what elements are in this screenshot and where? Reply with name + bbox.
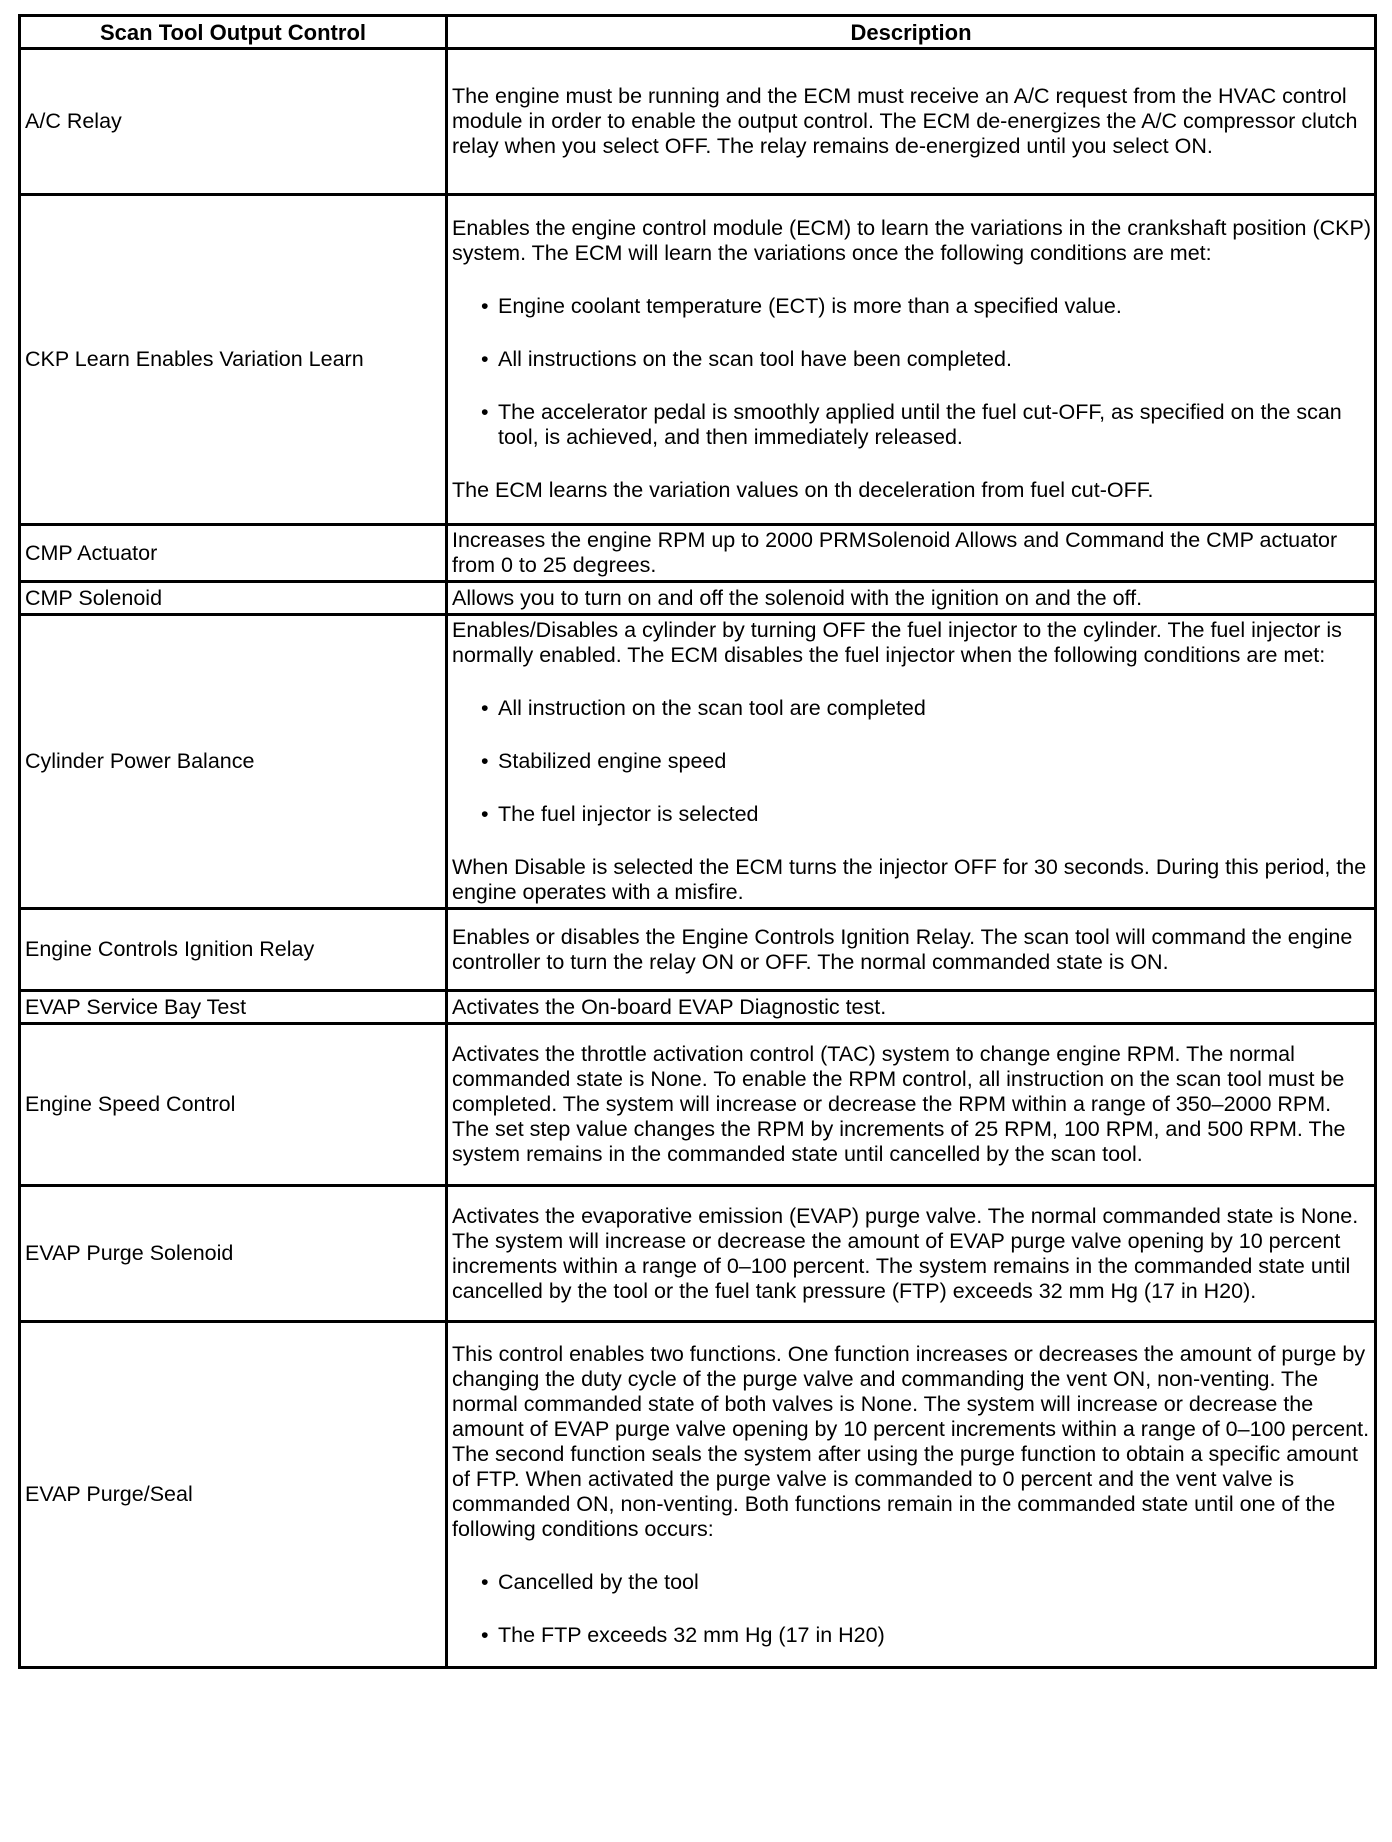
control-name: Engine Controls Ignition Relay — [20, 909, 447, 991]
description-paragraph: The engine must be running and the ECM must receive an A/C request from the HVAC control module in order to enable the output control. The ECM de-energizes the A/C compressor clutch relay when you select OFF. The relay remains de-energized until you select ON. — [452, 84, 1358, 158]
document-page — [18, 14, 1374, 1669]
bullet-icon: • — [481, 400, 489, 424]
control-description — [447, 909, 1376, 991]
control-name: CKP Learn Enables Variation Learn — [20, 195, 447, 525]
control-name: Cylinder Power Balance — [20, 615, 447, 909]
condition-list — [452, 294, 1371, 450]
control-name: EVAP Service Bay Test — [20, 991, 447, 1024]
table-row — [20, 615, 1376, 909]
header-control: Scan Tool Output Control — [20, 16, 447, 49]
bullet-icon: • — [481, 1622, 489, 1647]
control-description — [447, 991, 1376, 1024]
description-paragraph: Enables or disables the Engine Controls Ignition Relay. The scan tool will command the engine controller to turn the relay ON or OFF. The normal commanded state is ON. — [452, 924, 1353, 974]
control-description — [447, 582, 1376, 615]
table-header-row — [20, 16, 1376, 49]
control-description — [447, 1186, 1376, 1322]
output-control-table — [18, 14, 1377, 1669]
table-row — [20, 1186, 1376, 1322]
list-item — [452, 347, 1371, 372]
table-row — [20, 1024, 1376, 1186]
description-paragraph: This control enables two functions. One function increases or decreases the amount of purge by changing the duty cycle of the purge valve and commanding the vent ON, non-venting. The normal commanded state of both valves is None. The system will increase or decrease the amount of EVAP purge valve opening by 10 percent increments within a range of 0–100 percent. The second function seals the system after using the purge function to obtain a specific amount of FTP. When activated the purge valve is commanded to 0 percent and the vent valve is commanded ON, non-venting. Both functions remain in the commanded state until one of the following conditions occurs: — [452, 1341, 1370, 1541]
table-row — [20, 195, 1376, 525]
control-description — [447, 1322, 1376, 1668]
control-name: EVAP Purge/Seal — [20, 1322, 447, 1668]
description-paragraph: Activates the throttle activation control (TAC) system to change engine RPM. The normal commanded state is None. To enable the RPM control, all instruction on the scan tool must be completed. The system will increase or decrease the RPM within a range of 350–2000 RPM. The set step value changes the RPM by increments of 25 RPM, 100 RPM, and 500 RPM. The system remains in the commanded state until cancelled by the scan tool. — [452, 1042, 1346, 1166]
bullet-icon: • — [481, 749, 489, 773]
list-item — [452, 294, 1371, 319]
control-description — [447, 615, 1376, 909]
control-description — [447, 49, 1376, 195]
list-item-text: The accelerator pedal is smoothly applied until the fuel cut-OFF, as specified on the scan tool, is achieved, and then immediately released. — [498, 400, 1342, 449]
table-row — [20, 1322, 1376, 1668]
list-item-text: All instruction on the scan tool are completed — [498, 696, 926, 720]
description-closing: The ECM learns the variation values on th deceleration from fuel cut-OFF. — [452, 478, 1154, 502]
bullet-icon: • — [481, 347, 489, 371]
list-item-text: The FTP exceeds 32 mm Hg (17 in H20) — [498, 1622, 885, 1647]
table-row — [20, 49, 1376, 195]
control-name: A/C Relay — [20, 49, 447, 195]
bullet-icon: • — [481, 294, 489, 318]
bullet-icon: • — [481, 696, 489, 720]
description-paragraph: Enables/Disables a cylinder by turning OFF the fuel injector to the cylinder. The fuel injector is normally enabled. The ECM disables the fuel injector when the following conditions are met: — [452, 618, 1342, 667]
control-name: EVAP Purge Solenoid — [20, 1186, 447, 1322]
list-item — [452, 749, 1371, 774]
description-paragraph: Activates the On-board EVAP Diagnostic test. — [452, 994, 887, 1019]
table-row — [20, 991, 1376, 1024]
list-item-text: All instructions on the scan tool have been completed. — [498, 347, 1012, 371]
bullet-icon: • — [481, 1569, 489, 1594]
control-name: CMP Solenoid — [20, 582, 447, 615]
control-name: CMP Actuator — [20, 525, 447, 582]
list-item — [452, 802, 1371, 827]
bullet-icon: • — [481, 802, 489, 826]
list-item — [452, 696, 1371, 721]
condition-list — [452, 1570, 1371, 1648]
control-name: Engine Speed Control — [20, 1024, 447, 1186]
list-item-text: Cancelled by the tool — [498, 1569, 699, 1594]
control-description — [447, 195, 1376, 525]
table-row — [20, 582, 1376, 615]
description-paragraph: Activates the evaporative emission (EVAP) purge valve. The normal commanded state is None. The system will increase or decrease the amount of EVAP purge valve opening by 10 percent increments within a range of 0–100 percent. The system remains in the commanded state until cancelled by the tool or the fuel tank pressure (FTP) exceeds 32 mm Hg (17 in H20). — [452, 1203, 1359, 1303]
description-paragraph: Enables the engine control module (ECM) to learn the variations in the crankshaft position (CKP) system. The ECM will learn the variations once the following conditions are met: — [452, 216, 1371, 265]
list-item — [452, 400, 1371, 450]
description-closing: When Disable is selected the ECM turns the injector OFF for 30 seconds. During this period, the engine operates with a misfire. — [452, 855, 1367, 904]
list-item — [452, 1623, 1371, 1648]
list-item-text: Stabilized engine speed — [498, 749, 727, 773]
table-row — [20, 525, 1376, 582]
list-item-text: The fuel injector is selected — [498, 802, 759, 826]
description-paragraph: Allows you to turn on and off the solenoid with the ignition on and the off. — [452, 585, 1143, 610]
list-item — [452, 1570, 1371, 1595]
condition-list — [452, 696, 1371, 827]
control-description — [447, 525, 1376, 582]
list-item-text: Engine coolant temperature (ECT) is more than a specified value. — [498, 294, 1122, 318]
table-row — [20, 909, 1376, 991]
header-description: Description — [447, 16, 1376, 49]
control-description — [447, 1024, 1376, 1186]
description-paragraph: Increases the engine RPM up to 2000 PRMSolenoid Allows and Command the CMP actuator from 0 to 25 degrees. — [452, 528, 1338, 577]
